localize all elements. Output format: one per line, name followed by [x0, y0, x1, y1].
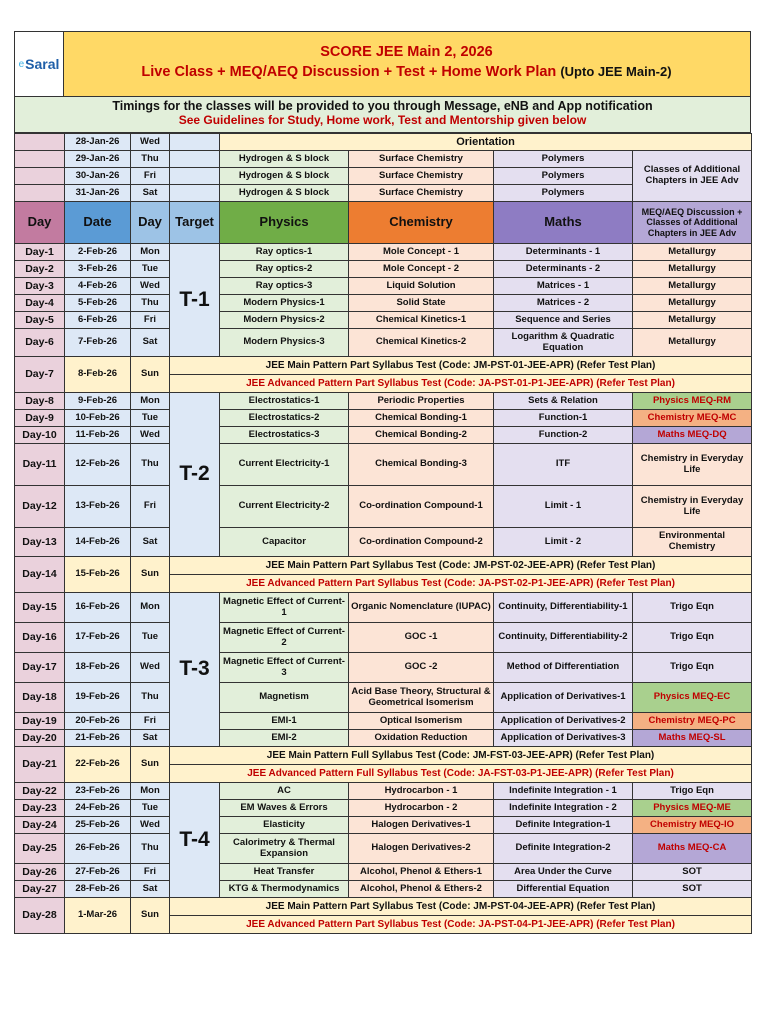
- day-cell: Day-18: [15, 683, 65, 713]
- title-banner: [14, 31, 751, 97]
- day-row: [15, 817, 752, 834]
- weekday-cell: Sun: [131, 898, 170, 934]
- extra-cell: Chemistry MEQ-IO: [633, 817, 752, 834]
- header-extra: MEQ/AEQ Discussion + Classes of Additional Chapters in JEE Adv: [633, 202, 752, 244]
- maths-cell: Matrices - 2: [494, 295, 633, 312]
- day-cell: Day-21: [15, 747, 65, 783]
- weekday-cell: Tue: [131, 800, 170, 817]
- maths-cell: Definite Integration-1: [494, 817, 633, 834]
- physics-cell: Modern Physics-2: [220, 312, 349, 329]
- day-row: [15, 444, 752, 486]
- header-physics: Physics: [220, 202, 349, 244]
- chemistry-cell: Co-ordination Compound-2: [349, 528, 494, 557]
- date-cell: 30-Jan-26: [65, 168, 131, 185]
- day-cell: Day-12: [15, 486, 65, 528]
- weekday-cell: Thu: [131, 444, 170, 486]
- maths-cell: Sequence and Series: [494, 312, 633, 329]
- chemistry-cell: GOC -2: [349, 653, 494, 683]
- test-row: [15, 747, 752, 765]
- physics-cell: Heat Transfer: [220, 864, 349, 881]
- date-cell: 22-Feb-26: [65, 747, 131, 783]
- chemistry-cell: Surface Chemistry: [349, 151, 494, 168]
- day-cell: Day-19: [15, 713, 65, 730]
- day-cell: Day-16: [15, 623, 65, 653]
- maths-cell: Definite Integration-2: [494, 834, 633, 864]
- weekday-cell: Mon: [131, 393, 170, 410]
- date-cell: 14-Feb-26: [65, 528, 131, 557]
- date-cell: 15-Feb-26: [65, 557, 131, 593]
- date-cell: 24-Feb-26: [65, 800, 131, 817]
- day-cell: Day-3: [15, 278, 65, 295]
- extra-cell: Metallurgy: [633, 278, 752, 295]
- date-cell: 28-Jan-26: [65, 134, 131, 151]
- test-row: [15, 557, 752, 575]
- physics-cell: Electrostatics-3: [220, 427, 349, 444]
- target-label: T-1: [170, 244, 220, 357]
- weekday-cell: Thu: [131, 834, 170, 864]
- day-row: [15, 295, 752, 312]
- day-cell: Day-27: [15, 881, 65, 898]
- notice-line-2: See Guidelines for Study, Home work, Test and Mentorship given below: [178, 113, 587, 127]
- extra-cell: Chemistry MEQ-PC: [633, 713, 752, 730]
- day-cell: Day-24: [15, 817, 65, 834]
- target-cell: [170, 151, 220, 168]
- date-cell: 5-Feb-26: [65, 295, 131, 312]
- day-row: [15, 244, 752, 261]
- weekday-cell: Fri: [131, 864, 170, 881]
- extra-cell: Maths MEQ-DQ: [633, 427, 752, 444]
- date-cell: 6-Feb-26: [65, 312, 131, 329]
- page-title: [63, 42, 750, 82]
- header-date: Date: [65, 202, 131, 244]
- maths-cell: Indefinite Integration - 2: [494, 800, 633, 817]
- day-row: [15, 683, 752, 713]
- header-target: Target: [170, 202, 220, 244]
- weekday-cell: Sat: [131, 730, 170, 747]
- physics-cell: Hydrogen & S block: [220, 185, 349, 202]
- weekday-cell: Sat: [131, 185, 170, 202]
- date-cell: 21-Feb-26: [65, 730, 131, 747]
- target-cell: [170, 168, 220, 185]
- date-cell: 29-Jan-26: [65, 151, 131, 168]
- chemistry-cell: Hydrocarbon - 2: [349, 800, 494, 817]
- chemistry-cell: Alcohol, Phenol & Ethers-2: [349, 881, 494, 898]
- maths-cell: Sets & Relation: [494, 393, 633, 410]
- day-row: [15, 653, 752, 683]
- maths-cell: Polymers: [494, 151, 633, 168]
- date-cell: 11-Feb-26: [65, 427, 131, 444]
- chemistry-cell: Liquid Solution: [349, 278, 494, 295]
- extra-cell: SOT: [633, 864, 752, 881]
- day-row: [15, 393, 752, 410]
- physics-cell: Magnetic Effect of Current-1: [220, 593, 349, 623]
- day-cell: Day-8: [15, 393, 65, 410]
- physics-cell: Ray optics-3: [220, 278, 349, 295]
- main-test-cell: JEE Main Pattern Full Syllabus Test (Code: JM-FST-03-JEE-APR) (Refer Test Plan): [170, 747, 752, 765]
- date-cell: 10-Feb-26: [65, 410, 131, 427]
- title-line-1: SCORE JEE Main 2, 2026: [320, 44, 493, 60]
- date-cell: 17-Feb-26: [65, 623, 131, 653]
- day-cell: [15, 168, 65, 185]
- maths-cell: Indefinite Integration - 1: [494, 783, 633, 800]
- additional-chapters-cell: Classes of Additional Chapters in JEE Adv: [633, 151, 752, 202]
- date-cell: 28-Feb-26: [65, 881, 131, 898]
- logo-e-icon: e: [18, 58, 25, 70]
- day-cell: Day-10: [15, 427, 65, 444]
- maths-cell: Function-1: [494, 410, 633, 427]
- chemistry-cell: Oxidation Reduction: [349, 730, 494, 747]
- day-row: [15, 528, 752, 557]
- title-line-2: [63, 62, 750, 82]
- weekday-cell: Wed: [131, 653, 170, 683]
- day-row: [15, 834, 752, 864]
- physics-cell: Electrostatics-2: [220, 410, 349, 427]
- extra-cell: Metallurgy: [633, 244, 752, 261]
- maths-cell: Application of Derivatives-3: [494, 730, 633, 747]
- date-cell: 18-Feb-26: [65, 653, 131, 683]
- date-cell: 2-Feb-26: [65, 244, 131, 261]
- weekday-cell: Sat: [131, 881, 170, 898]
- chemistry-cell: Periodic Properties: [349, 393, 494, 410]
- day-cell: Day-17: [15, 653, 65, 683]
- day-cell: [15, 151, 65, 168]
- day-row: [15, 864, 752, 881]
- physics-cell: KTG & Thermodynamics: [220, 881, 349, 898]
- physics-cell: Modern Physics-3: [220, 329, 349, 357]
- day-cell: Day-26: [15, 864, 65, 881]
- day-row: [15, 261, 752, 278]
- day-cell: Day-2: [15, 261, 65, 278]
- physics-cell: EMI-2: [220, 730, 349, 747]
- test-row: [15, 357, 752, 375]
- maths-cell: Differential Equation: [494, 881, 633, 898]
- chemistry-cell: Chemical Bonding-2: [349, 427, 494, 444]
- day-row: [15, 783, 752, 800]
- chemistry-cell: Mole Concept - 1: [349, 244, 494, 261]
- advanced-test-cell: JEE Advanced Pattern Part Syllabus Test (Code: JA-PST-04-P1-JEE-APR) (Refer Test Plan): [170, 916, 752, 934]
- extra-cell: SOT: [633, 881, 752, 898]
- maths-cell: Matrices - 1: [494, 278, 633, 295]
- column-header-row: [15, 202, 752, 244]
- maths-cell: Application of Derivatives-2: [494, 713, 633, 730]
- notice-banner: [14, 97, 751, 133]
- header-day: Day: [15, 202, 65, 244]
- extra-cell: Physics MEQ-RM: [633, 393, 752, 410]
- weekday-cell: Fri: [131, 168, 170, 185]
- maths-cell: Application of Derivatives-1: [494, 683, 633, 713]
- day-cell: Day-22: [15, 783, 65, 800]
- main-test-cell: JEE Main Pattern Part Syllabus Test (Code: JM-PST-01-JEE-APR) (Refer Test Plan): [170, 357, 752, 375]
- maths-cell: Limit - 1: [494, 486, 633, 528]
- header-chemistry: Chemistry: [349, 202, 494, 244]
- target-label: T-3: [170, 593, 220, 747]
- weekday-cell: Sun: [131, 747, 170, 783]
- extra-cell: Chemistry in Everyday Life: [633, 444, 752, 486]
- chemistry-cell: Chemical Bonding-1: [349, 410, 494, 427]
- day-cell: Day-25: [15, 834, 65, 864]
- maths-cell: Continuity, Differentiability-1: [494, 593, 633, 623]
- day-cell: Day-1: [15, 244, 65, 261]
- target-label: T-2: [170, 393, 220, 557]
- physics-cell: Ray optics-1: [220, 244, 349, 261]
- date-cell: 1-Mar-26: [65, 898, 131, 934]
- date-cell: 23-Feb-26: [65, 783, 131, 800]
- date-cell: 26-Feb-26: [65, 834, 131, 864]
- target-cell: [170, 134, 220, 151]
- day-cell: Day-9: [15, 410, 65, 427]
- day-cell: Day-15: [15, 593, 65, 623]
- weekday-cell: Wed: [131, 278, 170, 295]
- chemistry-cell: Halogen Derivatives-2: [349, 834, 494, 864]
- day-row: [15, 713, 752, 730]
- physics-cell: Calorimetry & Thermal Expansion: [220, 834, 349, 864]
- physics-cell: Magnetic Effect of Current-2: [220, 623, 349, 653]
- maths-cell: Area Under the Curve: [494, 864, 633, 881]
- weekday-cell: Thu: [131, 151, 170, 168]
- advanced-test-cell: JEE Advanced Pattern Part Syllabus Test (Code: JA-PST-02-P1-JEE-APR) (Refer Test Plan): [170, 575, 752, 593]
- day-cell: Day-4: [15, 295, 65, 312]
- day-cell: Day-20: [15, 730, 65, 747]
- day-cell: Day-5: [15, 312, 65, 329]
- extra-cell: Trigo Eqn: [633, 593, 752, 623]
- weekday-cell: Mon: [131, 783, 170, 800]
- weekday-cell: Sun: [131, 357, 170, 393]
- maths-cell: Polymers: [494, 168, 633, 185]
- physics-cell: Modern Physics-1: [220, 295, 349, 312]
- day-row: [15, 623, 752, 653]
- maths-cell: Function-2: [494, 427, 633, 444]
- orientation-row: [15, 151, 752, 168]
- schedule-table: [14, 133, 752, 934]
- weekday-cell: Fri: [131, 312, 170, 329]
- weekday-cell: Mon: [131, 593, 170, 623]
- date-cell: 3-Feb-26: [65, 261, 131, 278]
- chemistry-cell: Solid State: [349, 295, 494, 312]
- chemistry-cell: Organic Nomenclature (IUPAC): [349, 593, 494, 623]
- orientation-label: Orientation: [220, 134, 752, 151]
- day-row: [15, 593, 752, 623]
- extra-cell: Physics MEQ-ME: [633, 800, 752, 817]
- advanced-test-cell: JEE Advanced Pattern Full Syllabus Test (Code: JA-FST-03-P1-JEE-APR) (Refer Test Plan): [170, 765, 752, 783]
- day-cell: [15, 134, 65, 151]
- extra-cell: Physics MEQ-EC: [633, 683, 752, 713]
- chemistry-cell: Mole Concept - 2: [349, 261, 494, 278]
- chemistry-cell: Alcohol, Phenol & Ethers-1: [349, 864, 494, 881]
- day-row: [15, 410, 752, 427]
- logo-text: Saral: [25, 56, 60, 72]
- physics-cell: Current Electricity-2: [220, 486, 349, 528]
- physics-cell: AC: [220, 783, 349, 800]
- chemistry-cell: Surface Chemistry: [349, 168, 494, 185]
- extra-cell: Metallurgy: [633, 329, 752, 357]
- weekday-cell: Wed: [131, 427, 170, 444]
- physics-cell: Ray optics-2: [220, 261, 349, 278]
- physics-cell: Current Electricity-1: [220, 444, 349, 486]
- maths-cell: Determinants - 1: [494, 244, 633, 261]
- date-cell: 7-Feb-26: [65, 329, 131, 357]
- weekday-cell: Tue: [131, 261, 170, 278]
- physics-cell: Hydrogen & S block: [220, 151, 349, 168]
- physics-cell: EMI-1: [220, 713, 349, 730]
- title-line-2-main: Live Class + MEQ/AEQ Discussion + Test + Home Work Plan: [141, 64, 557, 80]
- target-cell: [170, 185, 220, 202]
- physics-cell: Hydrogen & S block: [220, 168, 349, 185]
- title-line-2-suffix: (Upto JEE Main-2): [560, 64, 672, 79]
- weekday-cell: Thu: [131, 295, 170, 312]
- date-cell: 12-Feb-26: [65, 444, 131, 486]
- weekday-cell: Sat: [131, 329, 170, 357]
- weekday-cell: Wed: [131, 134, 170, 151]
- extra-cell: Environmental Chemistry: [633, 528, 752, 557]
- day-row: [15, 427, 752, 444]
- day-cell: Day-11: [15, 444, 65, 486]
- maths-cell: Limit - 2: [494, 528, 633, 557]
- maths-cell: Determinants - 2: [494, 261, 633, 278]
- chemistry-cell: GOC -1: [349, 623, 494, 653]
- chemistry-cell: Optical Isomerism: [349, 713, 494, 730]
- physics-cell: EM Waves & Errors: [220, 800, 349, 817]
- extra-cell: Chemistry MEQ-MC: [633, 410, 752, 427]
- chemistry-cell: Acid Base Theory, Structural & Geometrical Isomerism: [349, 683, 494, 713]
- day-cell: Day-14: [15, 557, 65, 593]
- date-cell: 19-Feb-26: [65, 683, 131, 713]
- main-test-cell: JEE Main Pattern Part Syllabus Test (Code: JM-PST-04-JEE-APR) (Refer Test Plan): [170, 898, 752, 916]
- maths-cell: Continuity, Differentiability-2: [494, 623, 633, 653]
- date-cell: 31-Jan-26: [65, 185, 131, 202]
- chemistry-cell: Hydrocarbon - 1: [349, 783, 494, 800]
- weekday-cell: Mon: [131, 244, 170, 261]
- extra-cell: Trigo Eqn: [633, 783, 752, 800]
- weekday-cell: Sun: [131, 557, 170, 593]
- day-row: [15, 486, 752, 528]
- maths-cell: Method of Differentiation: [494, 653, 633, 683]
- extra-cell: Metallurgy: [633, 261, 752, 278]
- day-row: [15, 730, 752, 747]
- weekday-cell: Tue: [131, 623, 170, 653]
- chemistry-cell: Chemical Kinetics-1: [349, 312, 494, 329]
- notice-line-1: Timings for the classes will be provided to you through Message, eNB and App notification: [112, 99, 653, 113]
- date-cell: 25-Feb-26: [65, 817, 131, 834]
- date-cell: 13-Feb-26: [65, 486, 131, 528]
- physics-cell: Capacitor: [220, 528, 349, 557]
- extra-cell: Maths MEQ-SL: [633, 730, 752, 747]
- maths-cell: Logarithm & Quadratic Equation: [494, 329, 633, 357]
- day-cell: Day-13: [15, 528, 65, 557]
- date-cell: 20-Feb-26: [65, 713, 131, 730]
- weekday-cell: Sat: [131, 528, 170, 557]
- extra-cell: Metallurgy: [633, 312, 752, 329]
- date-cell: 9-Feb-26: [65, 393, 131, 410]
- date-cell: 16-Feb-26: [65, 593, 131, 623]
- extra-cell: Trigo Eqn: [633, 623, 752, 653]
- day-cell: [15, 185, 65, 202]
- day-row: [15, 800, 752, 817]
- header-maths: Maths: [494, 202, 633, 244]
- date-cell: 4-Feb-26: [65, 278, 131, 295]
- main-test-cell: JEE Main Pattern Part Syllabus Test (Code: JM-PST-02-JEE-APR) (Refer Test Plan): [170, 557, 752, 575]
- physics-cell: Elasticity: [220, 817, 349, 834]
- extra-cell: Chemistry in Everyday Life: [633, 486, 752, 528]
- date-cell: 27-Feb-26: [65, 864, 131, 881]
- orientation-row: [15, 134, 752, 151]
- extra-cell: Trigo Eqn: [633, 653, 752, 683]
- day-cell: Day-23: [15, 800, 65, 817]
- maths-cell: ITF: [494, 444, 633, 486]
- extra-cell: Metallurgy: [633, 295, 752, 312]
- day-row: [15, 881, 752, 898]
- day-cell: Day-28: [15, 898, 65, 934]
- chemistry-cell: Co-ordination Compound-1: [349, 486, 494, 528]
- advanced-test-cell: JEE Advanced Pattern Part Syllabus Test (Code: JA-PST-01-P1-JEE-APR) (Refer Test Plan): [170, 375, 752, 393]
- extra-cell: Maths MEQ-CA: [633, 834, 752, 864]
- maths-cell: Polymers: [494, 185, 633, 202]
- weekday-cell: Tue: [131, 410, 170, 427]
- chemistry-cell: Chemical Kinetics-2: [349, 329, 494, 357]
- physics-cell: Magnetism: [220, 683, 349, 713]
- target-label: T-4: [170, 783, 220, 898]
- day-row: [15, 312, 752, 329]
- physics-cell: Electrostatics-1: [220, 393, 349, 410]
- weekday-cell: Fri: [131, 713, 170, 730]
- weekday-cell: Wed: [131, 817, 170, 834]
- physics-cell: Magnetic Effect of Current-3: [220, 653, 349, 683]
- test-row: [15, 898, 752, 916]
- day-row: [15, 329, 752, 357]
- weekday-cell: Fri: [131, 486, 170, 528]
- chemistry-cell: Surface Chemistry: [349, 185, 494, 202]
- chemistry-cell: Halogen Derivatives-1: [349, 817, 494, 834]
- day-cell: Day-6: [15, 329, 65, 357]
- header-weekday: Day: [131, 202, 170, 244]
- day-row: [15, 278, 752, 295]
- chemistry-cell: Chemical Bonding-3: [349, 444, 494, 486]
- day-cell: Day-7: [15, 357, 65, 393]
- schedule-sheet: [14, 31, 751, 934]
- date-cell: 8-Feb-26: [65, 357, 131, 393]
- weekday-cell: Thu: [131, 683, 170, 713]
- esaral-logo: [15, 32, 64, 96]
